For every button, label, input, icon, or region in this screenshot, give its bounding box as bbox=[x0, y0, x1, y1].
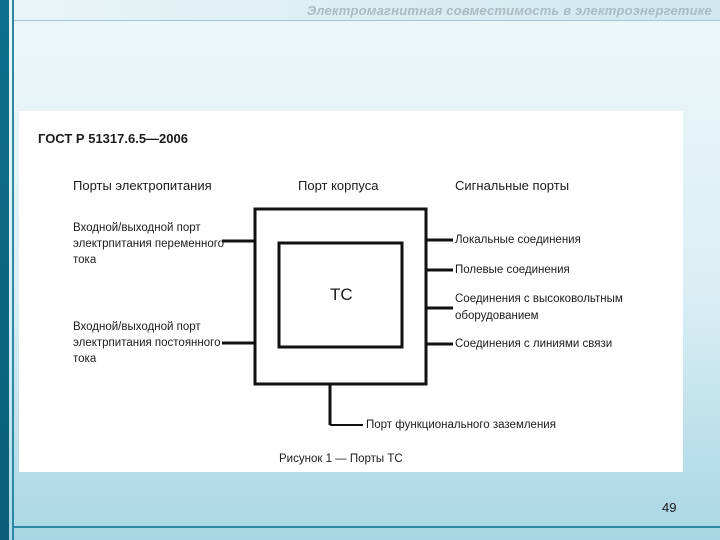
dc-port-label-line-3: тока bbox=[73, 353, 97, 365]
comm-connections-label: Соединения с линиями связи bbox=[455, 338, 613, 350]
signal-ports-header: Сигнальные порты bbox=[455, 178, 570, 193]
hv-connections-label-line-2: оборудованием bbox=[455, 310, 539, 322]
standard-label: ГОСТ Р 51317.6.5—2006 bbox=[38, 131, 188, 146]
ac-port-label-line-2: электрпитания переменного bbox=[73, 238, 225, 250]
local-connections-label: Локальные соединения bbox=[455, 234, 581, 246]
figure-caption: Рисунок 1 — Порты ТС bbox=[279, 453, 403, 465]
hv-connections-label-line-1: Соединения с высоковольтным bbox=[455, 293, 623, 305]
enclosure-port-header: Порт корпуса bbox=[298, 178, 379, 193]
dc-port-label-line-1: Входной/выходной порт bbox=[73, 321, 201, 333]
field-connections-label: Полевые соединения bbox=[455, 264, 570, 276]
power-ports-header: Порты электропитания bbox=[73, 178, 212, 193]
dc-port-label-line-2: электрпитания постоянного bbox=[73, 337, 221, 349]
page-number: 49 bbox=[662, 500, 677, 515]
ground-port-label: Порт функционального заземления bbox=[366, 419, 556, 431]
slide-header-title: Электромагнитная совместимость в электроэнергетике bbox=[306, 3, 712, 18]
ac-port-label-line-3: тока bbox=[73, 254, 97, 266]
device-label: ТС bbox=[330, 285, 353, 304]
bottom-divider bbox=[14, 526, 720, 528]
ac-port-label-line-1: Входной/выходной порт bbox=[73, 222, 201, 234]
